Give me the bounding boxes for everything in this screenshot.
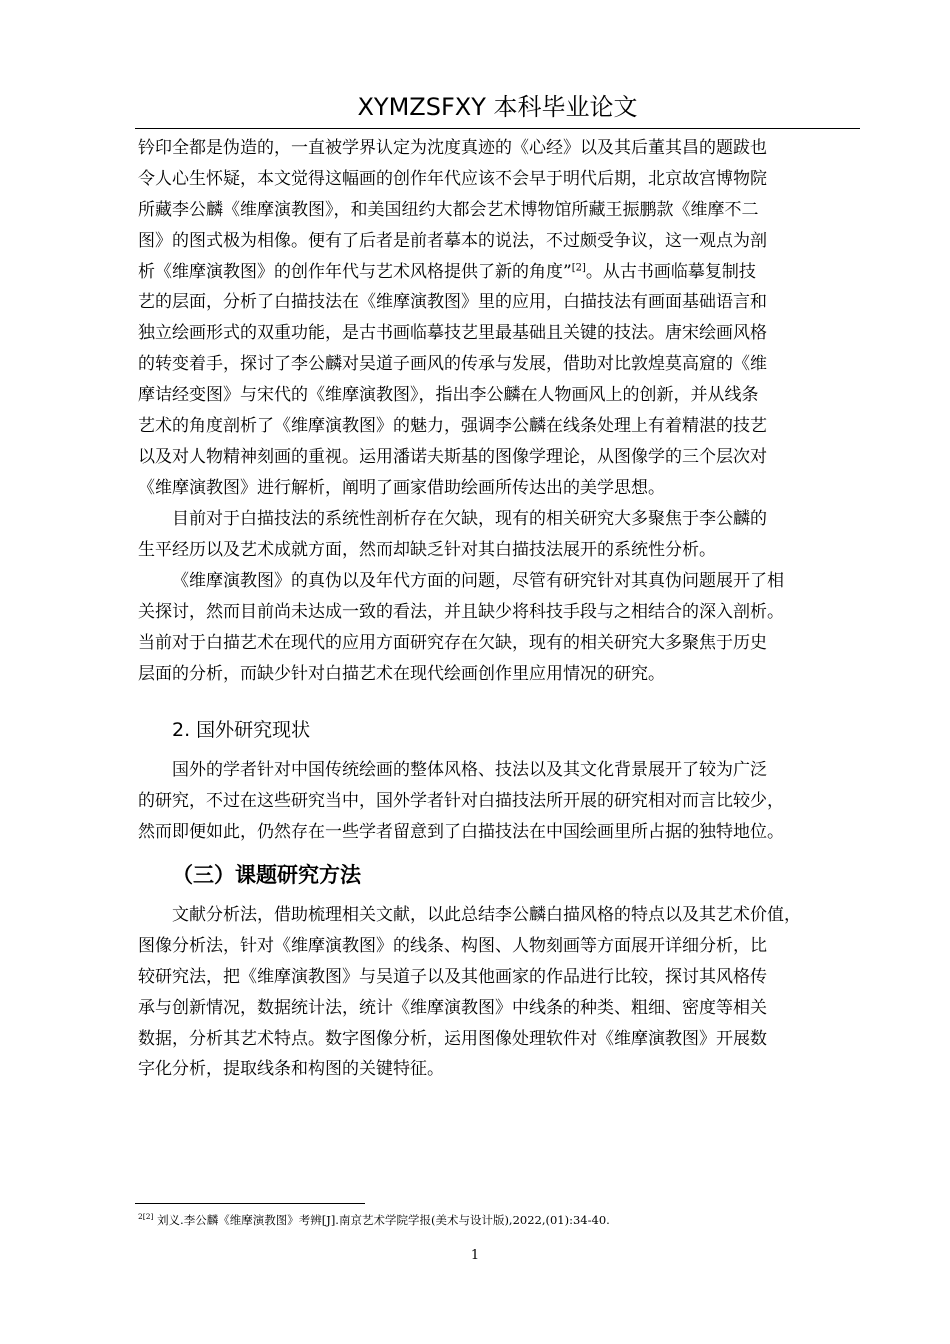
- text-line: 较研究法，把《维摩演教图》与吴道子以及其他画家的作品进行比较，探讨其风格传: [138, 966, 767, 987]
- citation-marker: [2]: [571, 261, 586, 273]
- text-line: 摩诘经变图》与宋代的《维摩演教图》，指出李公麟在人物画风上的创新，并从线条: [138, 385, 759, 406]
- text-line: 当前对于白描艺术在现代的应用方面研究存在欠缺，现有的相关研究大多聚焦于历史: [138, 632, 767, 653]
- text-line: 独立绘画形式的双重功能，是古书画临摹技艺里最基础且关键的技法。唐宋绘画风格: [138, 323, 767, 344]
- text-line: 艺的层面，分析了白描技法在《维摩演教图》里的应用，白描技法有画面基础语言和: [138, 292, 767, 313]
- text-line: 以及对人物精神刻画的重视。运用潘诺夫斯基的图像学理论，从图像学的三个层次对: [138, 446, 767, 467]
- page-number: 1: [470, 1248, 480, 1263]
- text-line: 所藏李公麟《维摩演教图》，和美国纽约大都会艺术博物馆所藏王振鹏款《维摩不二: [138, 199, 759, 220]
- text-line: 文献分析法，借助梳理相关文献，以此总结李公麟白描风格的特点以及其艺术价值，: [172, 905, 801, 925]
- text-line: 钤印全都是伪造的，一直被学界认定为沈度真迹的《心经》以及其后董其昌的题跋也: [138, 138, 767, 158]
- section-heading-foreign-status: 2. 国外研究现状: [172, 719, 311, 741]
- text-line: 层面的分析，而缺少针对白描艺术在现代绘画创作里应用情况的研究。: [138, 663, 665, 684]
- footnote-text: 刘义.李公麟《维摩演教图》考辨[J].南京艺术学院学报(美术与设计版),2022,(01):34-40.: [157, 1213, 610, 1227]
- text-line: 图》的图式极为相像。便有了后者是前者摹本的说法，不过颇受争议，这一观点为剖: [138, 230, 767, 251]
- text-line: 艺术的角度剖析了《维摩演教图》的魅力，强调李公麟在线条处理上有着精湛的技艺: [138, 416, 767, 437]
- running-header: XYMZSFXY 本科毕业论文: [357, 93, 638, 121]
- text-line: 《维摩演教图》的真伪以及年代方面的问题，尽管有研究针对其真伪问题展开了相: [172, 571, 784, 591]
- paragraph-domestic-gaps: [138, 504, 860, 566]
- text-line: 目前对于白描技法的系统性剖析存在欠缺，现有的相关研究大多聚焦于李公麟的: [172, 509, 767, 529]
- text-line: 数据，分析其艺术特点。数字图像分析，运用图像处理软件对《维摩演教图》开展数: [138, 1028, 767, 1049]
- header-rule: [135, 128, 860, 129]
- text-line: 图像分析法，针对《维摩演教图》的线条、构图、人物刻画等方面展开详细分析，比: [138, 935, 767, 956]
- text-line: 的转变着手，探讨了李公麟对吴道子画风的传承与发展，借助对比敦煌莫高窟的《维: [138, 354, 767, 375]
- paragraph-authenticity: [138, 566, 860, 690]
- text-line: 字化分析，提取线条和构图的关键特征。: [138, 1059, 444, 1080]
- text-line: 承与创新情况，数据统计法，统计《维摩演教图》中线条的种类、粗细、密度等相关: [138, 997, 767, 1018]
- text-segment: 析《维摩演教图》的创作年代与艺术风格提供了新的角度”: [138, 261, 572, 282]
- text-line: 令人心生怀疑，本文觉得这幅画的创作年代应该不会早于明代后期，北京故宫博物院: [138, 168, 767, 189]
- footnote-separator: [135, 1203, 365, 1204]
- text-line: 关探讨，然而目前尚未达成一致的看法，并且缺少将科技手段与之相结合的深入剖析。: [138, 601, 784, 622]
- footnote: [138, 1211, 610, 1229]
- text-line: 国外的学者针对中国传统绘画的整体风格、技法以及其文化背景展开了较为广泛: [172, 760, 767, 780]
- text-line: 《维摩演教图》进行解析，阐明了画家借助绘画所传达出的美学思想。: [138, 477, 665, 498]
- text-line: 然而即便如此，仍然存在一些学者留意到了白描技法在中国绘画里所占据的独特地位。: [138, 821, 784, 842]
- paragraph-foreign-research: [138, 755, 860, 848]
- footnote-marker: 2[2]: [138, 1212, 154, 1222]
- text-line: 的研究，不过在这些研究当中，国外学者针对白描技法所开展的研究相对而言比较少，: [138, 790, 784, 811]
- paragraph-continuation: [138, 133, 860, 504]
- text-line-with-citation: [138, 257, 860, 288]
- text-segment: 。从古书画临摹复制技: [585, 261, 756, 282]
- section-heading-methods: （三）课题研究方法: [172, 863, 361, 887]
- text-line: 生平经历以及艺术成就方面，然而却缺乏针对其白描技法展开的系统性分析。: [138, 539, 716, 560]
- paragraph-methods: [138, 900, 860, 1085]
